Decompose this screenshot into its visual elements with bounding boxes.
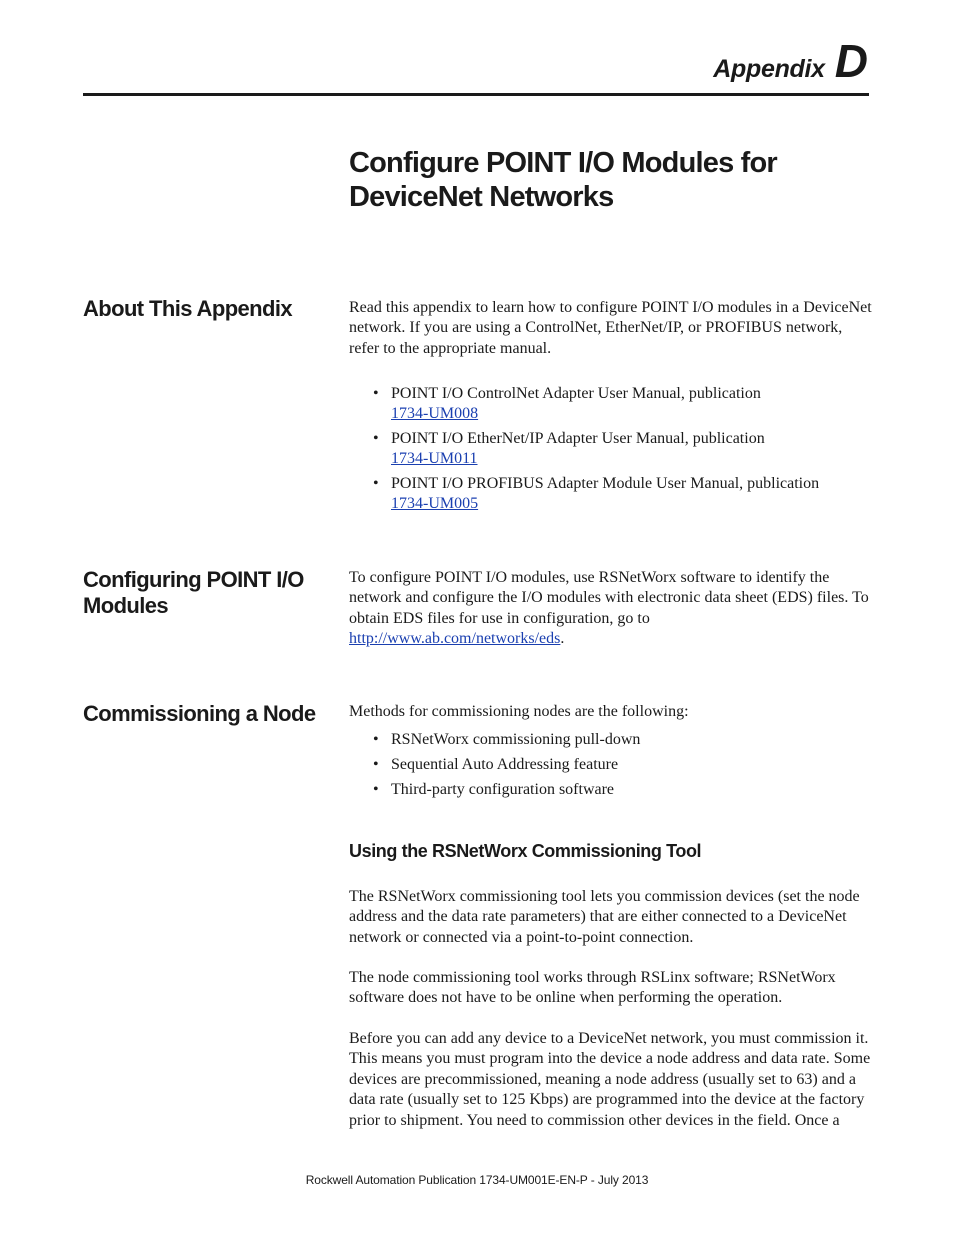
header-rule xyxy=(83,93,869,96)
appendix-letter: D xyxy=(834,35,868,87)
bullet-icon: • xyxy=(373,756,379,773)
commissioning-intro xyxy=(349,702,874,722)
list-item xyxy=(349,777,874,802)
configuring-text: To configure POINT I/O modules, use RSNetWorx software to identify the network and configure the I/O modules with electronic data sheet (EDS) files. To obtain EDS files for use in configuration, go to xyxy=(349,569,869,627)
bullet-icon: • xyxy=(373,731,379,748)
publication-link-1734-um008[interactable]: 1734-UM008 xyxy=(391,405,479,423)
list-item-text: POINT I/O PROFIBUS Adapter Module User Manual, publication xyxy=(391,474,820,492)
rsnetworx-paragraph-3 xyxy=(349,1029,874,1131)
bullet-icon: • xyxy=(373,429,379,447)
commissioning-intro-text: Methods for commissioning nodes are the following: xyxy=(349,703,689,720)
appendix-label: Appendix xyxy=(713,55,825,83)
subsection-heading-rsnetworx-tool: Using the RSNetWorx Commissioning Tool xyxy=(349,841,702,861)
page-footer: Rockwell Automation Publication 1734-UM001E-EN-P - July 2013 xyxy=(305,1173,649,1187)
configuring-trailing: . xyxy=(560,630,565,648)
list-item xyxy=(349,727,874,752)
list-item-text: POINT I/O EtherNet/IP Adapter User Manual, publication xyxy=(391,429,765,447)
rsnetworx-paragraph-1 xyxy=(349,887,874,948)
list-item xyxy=(349,752,874,777)
list-item-text: POINT I/O ControlNet Adapter User Manual, publication xyxy=(391,385,761,402)
list-item xyxy=(349,384,874,425)
configuring-paragraph xyxy=(349,568,874,650)
bullet-icon: • xyxy=(373,385,379,402)
paragraph-text: The node commissioning tool works through RSLinx software; RSNetWorx software does not have to be online when performing the operation. xyxy=(349,969,836,1007)
section-heading-configuring: Configuring POINT I/O Modules xyxy=(83,567,304,618)
commissioning-methods-list xyxy=(349,727,874,802)
list-item xyxy=(349,429,874,470)
about-intro-text: Read this appendix to learn how to configure POINT I/O modules in a DeviceNet network. If you are using a ControlNet, EtherNet/IP, or PROFIBUS network, refer to the appropriate manual. xyxy=(349,299,872,357)
about-intro xyxy=(349,298,874,359)
publication-link-1734-um011[interactable]: 1734-UM011 xyxy=(391,450,478,468)
rsnetworx-paragraph-2 xyxy=(349,968,874,1009)
list-item-text: Third-party configuration software xyxy=(391,781,615,798)
paragraph-text: Before you can add any device to a DeviceNet network, you must commission it. This means you must program into the device a node address and data rate. Some devices are precommissioned, meaning a node address (usually set to 63) and a data rate (usually set to 125 Kbps) are programmed into the device at the factory prior to shipment. You need to commission other devices in the field. Once a xyxy=(349,1030,871,1129)
publication-link-1734-um005[interactable]: 1734-UM005 xyxy=(391,495,479,513)
paragraph-text: The RSNetWorx commissioning tool lets you commission devices (set the node address and the data rate parameters) that are either connected to a DeviceNet network or connected via a point-to-point connection. xyxy=(349,888,860,946)
about-manual-list xyxy=(349,384,874,514)
section-heading-about: About This Appendix xyxy=(83,296,292,321)
appendix-header xyxy=(713,34,868,88)
list-item-text: RSNetWorx commissioning pull-down xyxy=(391,731,641,748)
section-heading-commissioning: Commissioning a Node xyxy=(83,701,316,726)
bullet-icon: • xyxy=(373,474,379,492)
eds-files-link[interactable]: http://www.ab.com/networks/eds xyxy=(349,630,561,648)
list-item-text: Sequential Auto Addressing feature xyxy=(391,756,619,773)
list-item xyxy=(349,474,874,515)
bullet-icon: • xyxy=(373,781,379,798)
configuring-text-block xyxy=(349,568,874,650)
chapter-title: Configure POINT I/O Modules for DeviceNet Networks xyxy=(349,147,777,213)
